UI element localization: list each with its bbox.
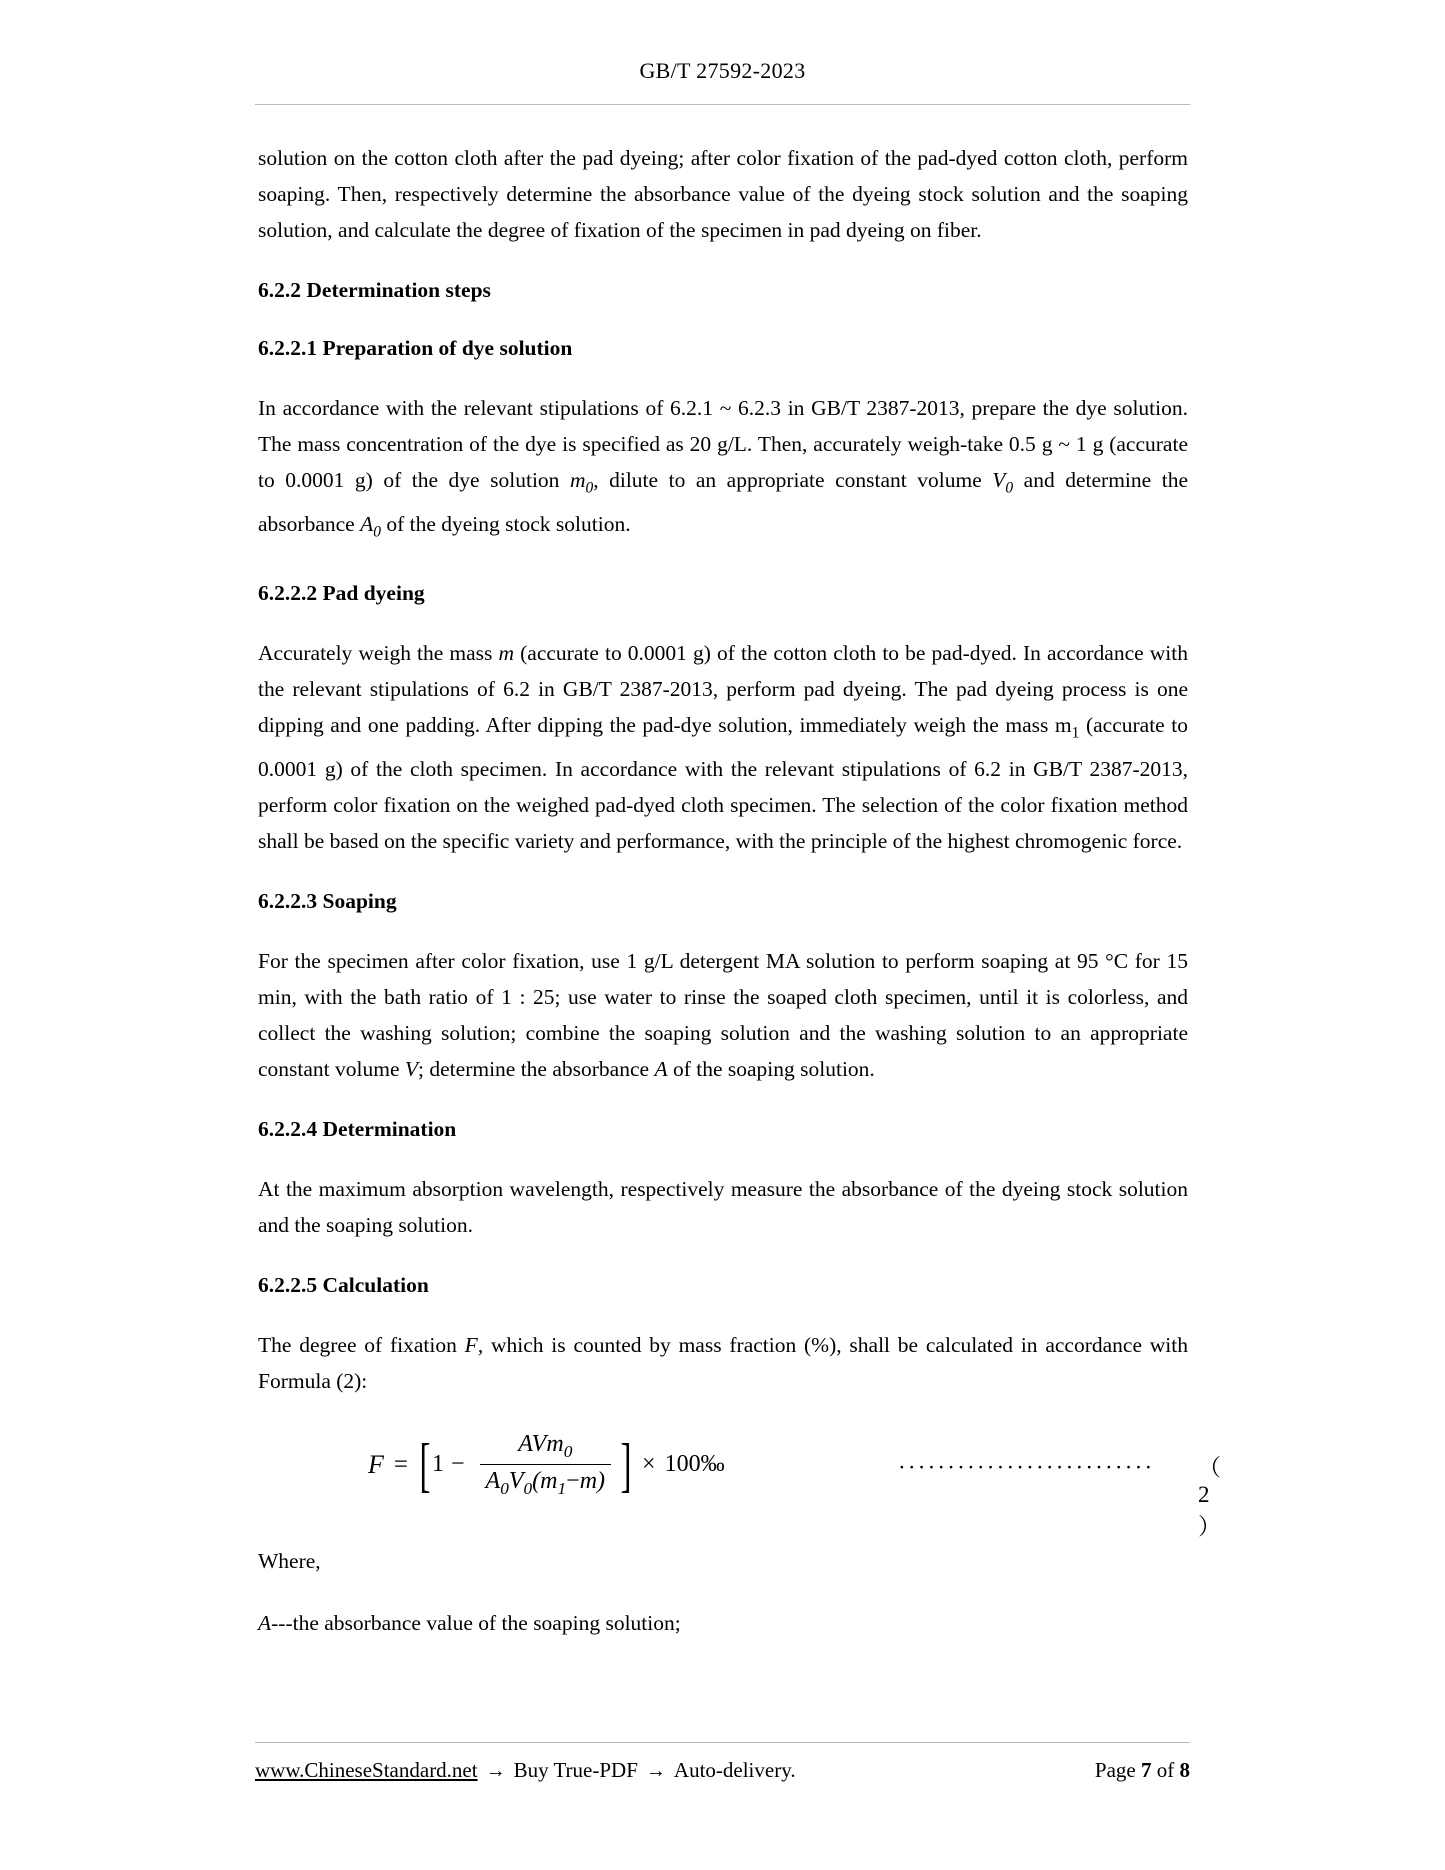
den-V0-sub: 0 [523,1479,533,1499]
heading-6-2-2-1: 6.2.2.1 Preparation of dye solution [258,336,573,360]
page-number-group [1095,1758,1190,1783]
pad-text-a: Accurately weigh the mass [258,640,499,665]
numerator-text: AVm [518,1430,564,1457]
text-part-c: and determine the absorbance [258,468,1188,537]
heading-6-2-2-2: 6.2.2.2 Pad dyeing [258,580,425,605]
var-A0-sub: 0 [373,523,381,541]
var-m0 [569,468,594,497]
den-m1: m [540,1468,558,1495]
page-of: of [1156,1758,1175,1782]
pad-text-c: (accurate to 0.0001 g) of the cloth specimen. In accordance with the relevant stipulations of 6.2 in GB/T 2387-2013, perform color fixation on the weighed pad-dyed cloth specimen. The selection of the color fixation method shall be based on the specific variety and performance, with the principle of the highest chromogenic force. [258,712,1188,853]
formula-leader-dots: ·························· [898,1454,1155,1480]
text-part-b: , dilute to an appropriate constant volume [593,468,993,492]
formula-lhs: F [368,1449,384,1479]
calc-text-a: The degree of fixation [258,1332,465,1357]
arrow-right-icon-2: → [645,1760,666,1782]
var-m1-sub: 1 [1071,723,1080,741]
paragraph-pad-dyeing [258,635,1188,859]
text-part-d: of the dyeing stock solution. [380,512,631,537]
bracket-open: [ [419,1431,431,1498]
paragraph-dye-solution [258,390,1188,551]
soap-text-c: of the soaping solution. [667,1056,875,1081]
var-A0-letter: A [360,512,374,537]
den-minus: − [566,1468,580,1495]
def-A-text: ---the absorbance value of the soaping solution; [271,1610,681,1635]
var-A: A [654,1056,668,1081]
var-V0 [992,468,1014,497]
formula-minus: − [450,1451,465,1478]
footer-delivery-text: Auto-delivery. [673,1758,796,1782]
formula-expression [368,1431,725,1499]
formula-one: 1 [431,1451,444,1478]
formula-percent: 100‰ [664,1451,725,1478]
paragraph-soaping [258,943,1188,1087]
paragraph-determination: At the maximum absorption wavelength, respectively measure the absorbance of the dyeing stock solution and the soaping solution. [258,1176,1188,1237]
var-V: V [404,1056,419,1081]
fraction-denominator [480,1465,612,1499]
def-var-A: A [258,1610,272,1635]
paragraph-intro: solution on the cotton cloth after the pad dyeing; after color fixation of the pad-dyed cotton cloth, perform soaping. Then, respectively determine the absorbance value of the dyeing stock solution and the soaping solution, and calculate the degree of fixation of the specimen in pad dyeing on fiber. [258,146,1188,242]
heading-6-2-2-3: 6.2.2.3 Soaping [258,888,397,913]
var-A0 [360,512,381,541]
heading-6-2-2-4: 6.2.2.4 Determination [258,1116,457,1141]
heading-6-2-2: 6.2.2 Determination steps [258,278,491,302]
fraction-numerator [508,1431,582,1464]
footer-divider [255,1742,1190,1743]
den-m1-sub: 1 [557,1479,567,1499]
heading-6-2-2-5: 6.2.2.5 Calculation [258,1272,429,1297]
numerator-sub: 0 [563,1441,573,1461]
var-m0-sub: 0 [585,479,594,497]
document-body [258,140,1221,1667]
var-m0-letter: m [569,468,586,492]
standard-number: GB/T 27592-2023 [639,58,806,83]
den-A0-sub: 0 [500,1479,509,1499]
var-V0-sub: 0 [1005,479,1014,497]
definition-A [258,1605,1188,1641]
soap-text-b: ; determine the absorbance [418,1056,655,1081]
var-V0-letter: V [992,468,1006,492]
footer-buy-text: Buy True-PDF [513,1758,638,1782]
var-m: m [498,640,515,665]
formula-equals: = [393,1450,408,1478]
arrow-right-icon: → [485,1760,506,1782]
pad-text-b: (accurate to 0.0001 g) of the cotton cloth to be pad-dyed. In accordance with the relevant stipulations of 6.2 in GB/T 2387-2013, perform pad dyeing. The pad dyeing process is one dipping and one padding. After dipping the pad-dye solution, immediately weigh the mass m [258,640,1188,737]
formula-times: × [642,1451,656,1478]
den-paren-open: ( [532,1468,541,1495]
formula-fraction [480,1431,612,1499]
page-label: Page [1094,1758,1136,1782]
site-url-link[interactable]: www.ChineseStandard.net [255,1758,478,1782]
page-footer [255,1758,1190,1783]
page-current: 7 [1141,1758,1152,1782]
den-V0: V [508,1468,524,1495]
var-F: F [464,1332,478,1357]
page-header [255,58,1190,84]
formula-2 [258,1425,1221,1539]
header-divider [255,104,1190,105]
text-part-a: In accordance with the relevant stipulations of 6.2.1 ~ 6.2.3 in GB/T 2387-2013, prepare the dye solution. The mass concentration of the dye is specified as 20 g/L. Then, accurately weigh-take 0.5 g ~ 1 g (accurate to 0.0001 g) of the dye solution [258,396,1188,492]
where-label: Where, [258,1548,321,1573]
page-total: 8 [1179,1758,1190,1782]
paragraph-calculation [258,1327,1188,1399]
den-m: m [579,1468,598,1495]
bracket-close: ] [620,1431,632,1498]
formula-number: （ 2 ） [1198,1454,1221,1539]
footer-left-group [255,1758,796,1783]
soap-text-a: For the specimen after color fixation, use 1 g/L detergent MA solution to perform soaping at 95 °C for 15 min, with the bath ratio of 1 : 25; use water to rinse the soaped cloth specimen, until it is colorless, and collect the washing solution; combine the soaping solution and the washing solution to an appropriate constant volume [258,948,1188,1081]
den-paren-close: ) [597,1468,606,1495]
den-A0: A [485,1468,501,1495]
calc-text-b: , which is counted by mass fraction (%), shall be calculated in accordance with Formula (2): [258,1332,1189,1393]
